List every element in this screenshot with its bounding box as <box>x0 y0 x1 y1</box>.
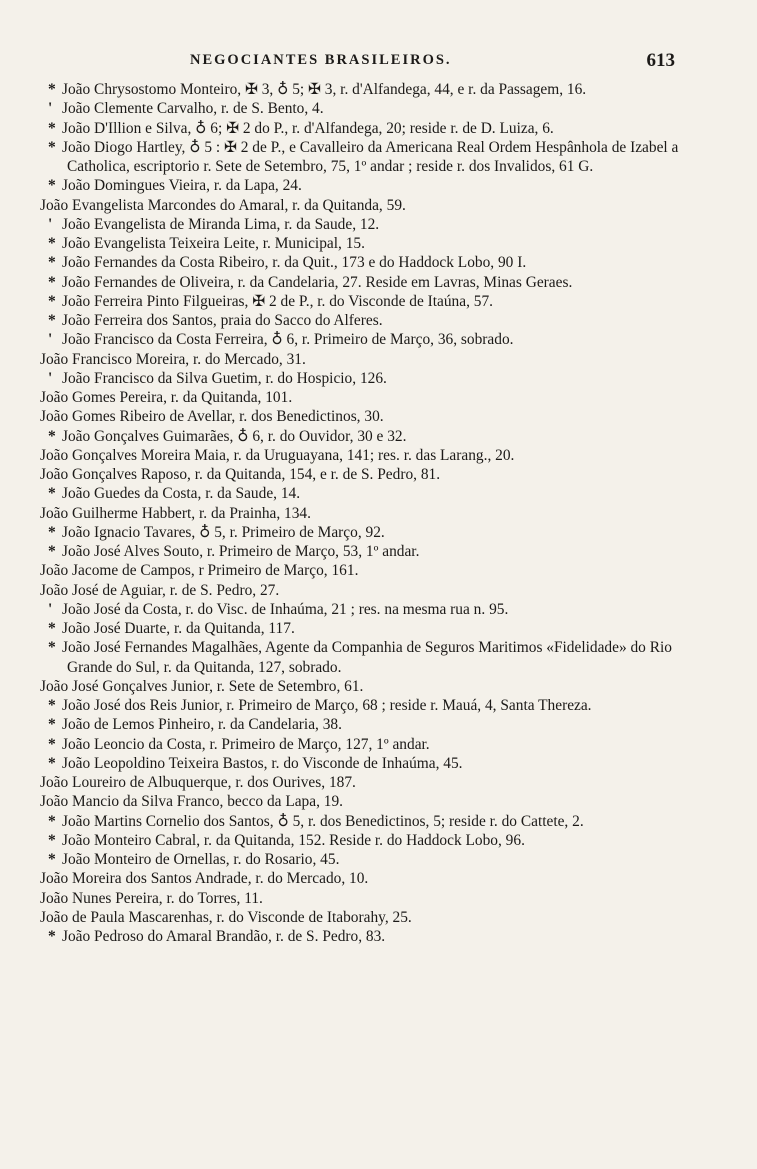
entry-text: João Francisco da Silva Guetim, r. do Hospicio, 126. <box>62 369 387 387</box>
directory-entry <box>40 330 680 349</box>
directory-entry <box>40 465 680 484</box>
asterisk-marker: * <box>48 716 56 734</box>
directory-entry <box>40 407 680 426</box>
asterisk-marker: * <box>48 427 56 445</box>
entry-text: João Francisco da Costa Ferreira, ♁ 6, r. Primeiro de Março, 36, sobrado. <box>62 331 514 349</box>
entry-text: João Domingues Vieira, r. da Lapa, 24. <box>62 177 302 195</box>
entry-text: João Gonçalves Raposo, r. da Quitanda, 154, e r. de S. Pedro, 81. <box>40 466 441 483</box>
running-title: NEGOCIANTES BRASILEIROS. <box>190 52 452 68</box>
directory-entry <box>40 638 680 677</box>
directory-entry <box>40 99 680 118</box>
entry-text: João Guilherme Habbert, r. da Prainha, 134. <box>40 504 311 522</box>
directory-entry <box>40 600 680 619</box>
entry-text: João Monteiro Cabral, r. da Quitanda, 152. Reside r. do Haddock Lobo, 96. <box>62 831 525 849</box>
entry-text: João Fernandes da Costa Ribeiro, r. da Quit., 173 e do Haddock Lobo, 90 I. <box>62 254 527 272</box>
entry-text: João Nunes Pereira, r. do Torres, 11. <box>40 889 263 907</box>
entry-text: João Diogo Hartley, ♁ 5 : ✠ 2 de P., e Cavalleiro da Americana Real Ordem Hespânhola de Izabel a Catholica, escriptorio r. Sete de Setembro, 75, 1º andar ; reside r. dos Invalidos, 61 G. <box>62 138 679 175</box>
asterisk-marker: * <box>48 543 56 560</box>
entry-text: João Leoncio da Costa, r. Primeiro de Março, 127, 1º andar. <box>62 735 430 753</box>
asterisk-marker: * <box>48 138 56 156</box>
entry-text: João Leopoldino Teixeira Bastos, r. do Visconde de Inhaúma, 45. <box>62 754 463 772</box>
asterisk-marker: * <box>48 292 56 310</box>
directory-entry <box>40 812 680 831</box>
asterisk-marker: * <box>48 254 56 272</box>
entry-text: João Chrysostomo Monteiro, ✠ 3, ♁ 5; ✠ 3, r. d'Alfandega, 44, e r. da Passagem, 16. <box>62 81 587 98</box>
directory-entry <box>40 792 680 811</box>
directory-entry <box>40 581 680 600</box>
directory-entry <box>40 350 680 369</box>
directory-entry <box>40 369 680 388</box>
entry-text: João Gomes Pereira, r. da Quitanda, 101. <box>40 389 293 406</box>
directory-entry <box>40 273 680 292</box>
entry-text: João Mancio da Silva Franco, becco da Lapa, 19. <box>40 793 344 811</box>
directory-entry <box>40 831 680 850</box>
directory-entry <box>40 292 680 311</box>
entry-text: João José Duarte, r. da Quitanda, 117. <box>62 620 295 637</box>
asterisk-marker: * <box>48 754 56 772</box>
entry-text: João Evangelista Marcondes do Amaral, r. da Quitanda, 59. <box>40 196 406 214</box>
entry-text: João Ignacio Tavares, ♁ 5, r. Primeiro de Março, 92. <box>62 523 385 541</box>
directory-entry <box>40 754 680 773</box>
entry-text: João Guedes da Costa, r. da Saude, 14. <box>62 485 301 503</box>
directory-entry <box>40 388 680 407</box>
asterisk-marker: * <box>48 312 56 329</box>
directory-entry <box>40 215 680 234</box>
directory-entry <box>40 889 680 908</box>
directory-entry <box>40 869 680 888</box>
entry-text: João Ferreira dos Santos, praia do Sacco do Alferes. <box>62 312 383 329</box>
entry-text: João Evangelista de Miranda Lima, r. da Saude, 12. <box>62 215 380 233</box>
asterisk-marker: * <box>48 812 56 830</box>
tick-marker: ' <box>48 331 53 349</box>
entry-text: João Pedroso do Amaral Brandão, r. de S. Pedro, 83. <box>62 928 386 945</box>
directory-entry <box>40 542 680 561</box>
directory-entry <box>40 446 680 465</box>
entry-text: João Clemente Carvalho, r. de S. Bento, 4. <box>62 100 324 118</box>
entry-text: João Gonçalves Moreira Maia, r. da Uruguayana, 141; res. r. das Larang., 20. <box>40 446 515 464</box>
directory-entry <box>40 773 680 792</box>
directory-entry <box>40 504 680 523</box>
asterisk-marker: * <box>48 273 56 291</box>
directory-entry <box>40 677 680 696</box>
tick-marker: ' <box>48 215 53 233</box>
asterisk-marker: * <box>48 831 56 849</box>
entry-text: João Jacome de Campos, r Primeiro de Março, 161. <box>40 562 359 580</box>
directory-entries <box>40 80 680 946</box>
entry-text: João José Fernandes Magalhães, Agente da Companhia de Seguros Maritimos «Fidelidade» do Rio Grande do Sul, r. da Quitanda, 127, sobrado. <box>62 639 672 676</box>
asterisk-marker: * <box>48 735 56 753</box>
directory-entry <box>40 927 680 946</box>
entry-text: João Evangelista Teixeira Leite, r. Municipal, 15. <box>62 235 365 252</box>
entry-text: João de Paula Mascarenhas, r. do Visconde de Itaborahy, 25. <box>40 908 412 926</box>
entry-text: João Gomes Ribeiro de Avellar, r. dos Benedictinos, 30. <box>40 408 384 426</box>
asterisk-marker: * <box>48 697 56 714</box>
entry-text: João José da Costa, r. do Visc. de Inhaúma, 21 ; res. na mesma rua n. 95. <box>62 600 509 618</box>
directory-entry <box>40 715 680 734</box>
asterisk-marker: * <box>48 485 56 503</box>
directory-entry <box>40 119 680 138</box>
page-header <box>35 50 675 78</box>
directory-entry <box>40 561 680 580</box>
directory-entry <box>40 80 680 99</box>
entry-text: João José de Aguiar, r. de S. Pedro, 27. <box>40 581 280 599</box>
asterisk-marker: * <box>48 523 56 541</box>
directory-entry <box>40 311 680 330</box>
directory-entry <box>40 196 680 215</box>
entry-text: João D'Illion e Silva, ♁ 6; ✠ 2 do P., r. d'Alfandega, 20; reside r. de D. Luiza, 6. <box>62 119 554 137</box>
entry-text: João José Gonçalves Junior, r. Sete de Setembro, 61. <box>40 677 364 695</box>
directory-entry <box>40 523 680 542</box>
tick-marker: ' <box>48 369 53 387</box>
page-number: 613 <box>646 50 675 71</box>
asterisk-marker: * <box>48 620 56 637</box>
entry-text: João Martins Cornelio dos Santos, ♁ 5, r. dos Benedictinos, 5; reside r. do Cattete, 2. <box>62 812 584 830</box>
directory-entry <box>40 619 680 638</box>
asterisk-marker: * <box>48 639 56 657</box>
directory-entry <box>40 484 680 503</box>
entry-text: João Monteiro de Ornellas, r. do Rosario, 45. <box>62 851 340 868</box>
asterisk-marker: * <box>48 81 56 98</box>
directory-entry <box>40 138 680 177</box>
entry-text: João Gonçalves Guimarães, ♁ 6, r. do Ouvidor, 30 e 32. <box>62 427 407 445</box>
asterisk-marker: * <box>48 119 56 137</box>
asterisk-marker: * <box>48 928 56 945</box>
entry-text: João Moreira dos Santos Andrade, r. do Mercado, 10. <box>40 870 369 888</box>
asterisk-marker: * <box>48 851 56 868</box>
entry-text: João Francisco Moreira, r. do Mercado, 31. <box>40 350 306 368</box>
asterisk-marker: * <box>48 235 56 252</box>
directory-entry <box>40 908 680 927</box>
tick-marker: ' <box>48 600 53 618</box>
directory-entry <box>40 850 680 869</box>
entry-text: João Loureiro de Albuquerque, r. dos Ourives, 187. <box>40 774 356 791</box>
asterisk-marker: * <box>48 177 56 195</box>
directory-entry <box>40 427 680 446</box>
entry-text: João José dos Reis Junior, r. Primeiro de Março, 68 ; reside r. Mauá, 4, Santa Thereza. <box>62 697 592 714</box>
entry-text: João de Lemos Pinheiro, r. da Candelaria, 38. <box>62 716 342 734</box>
directory-entry <box>40 735 680 754</box>
entry-text: João Ferreira Pinto Filgueiras, ✠ 2 de P., r. do Visconde de Itaúna, 57. <box>62 292 494 310</box>
tick-marker: ' <box>48 100 53 118</box>
directory-entry <box>40 696 680 715</box>
entry-text: João José Alves Souto, r. Primeiro de Março, 53, 1º andar. <box>62 543 420 560</box>
directory-entry <box>40 253 680 272</box>
directory-entry <box>40 234 680 253</box>
directory-entry <box>40 176 680 195</box>
entry-text: João Fernandes de Oliveira, r. da Candelaria, 27. Reside em Lavras, Minas Geraes. <box>62 273 573 291</box>
